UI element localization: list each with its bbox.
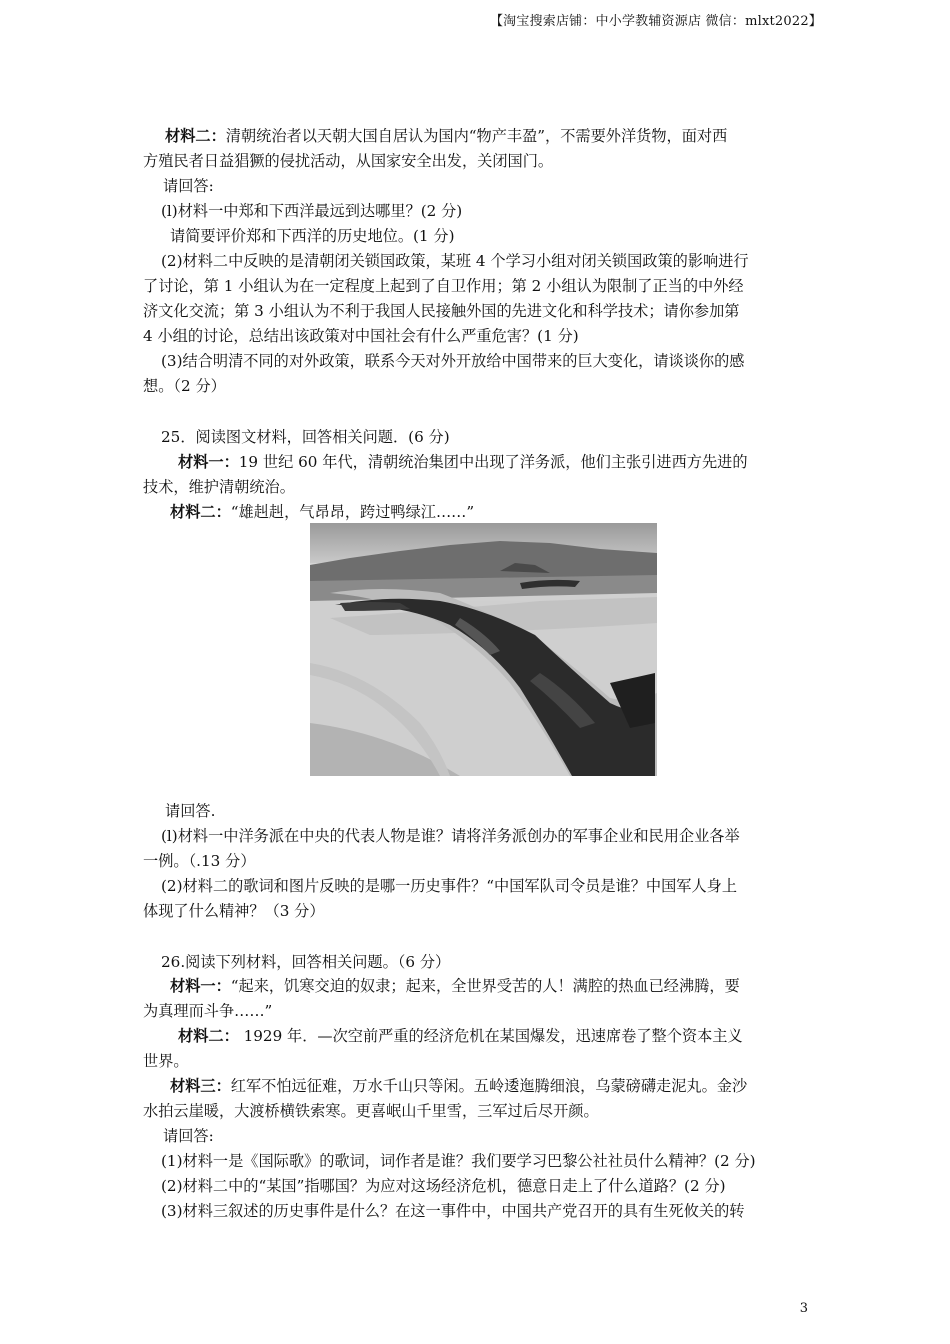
q25-answer-prompt: 请回答. <box>165 802 216 820</box>
q24-question-1a: (l)材料一中郑和下西洋最远到达哪里？(2 分) <box>161 202 463 220</box>
material-label: 材料二： <box>165 127 226 145</box>
page-number: 3 <box>799 1301 808 1316</box>
q24-material-2-line-2: 方殖民者日益猖獗的侵扰活动，从国家安全出发，关闭国门。 <box>143 152 554 170</box>
material-label: 材料三： <box>170 1077 231 1095</box>
q26-material-1-line-1: 材料一：“起来，饥寒交迫的奴隶；起来，全世界受苦的人！满腔的热血已经沸腾，要 <box>170 977 740 995</box>
q26-material-2-line-1: 材料二： 1929 年．—次空前严重的经济危机在某国爆发，迅速席卷了整个资本主义 <box>178 1027 743 1045</box>
q25-question-1-line-1: (l)材料一中洋务派在中央的代表人物是谁？请将洋务派创办的军事企业和民用企业各举 <box>161 827 740 845</box>
yalu-river-crossing-photo <box>310 523 657 776</box>
q25-material-1-line-1: 材料一：19 世纪 60 年代，清朝统治集团中出现了洋务派，他们主张引进西方先进的 <box>178 453 748 471</box>
q26-material-3-line-2: 水拍云崖暖，大渡桥横铁索寒。更喜岷山千里雪，三军过后尽开颜。 <box>143 1102 599 1120</box>
q24-question-2-line-3: 济文化交流；第 3 小组认为不利于我国人民接触外国的先进文化和科学技术；请你参加第 <box>143 302 740 320</box>
material-label: 材料二： <box>178 1027 239 1045</box>
q25-material-1-line-2: 技术，维护清朝统治。 <box>143 478 295 496</box>
q24-material-2-line-1: 材料二：清朝统治者以天朝大国自居认为国内“物产丰盈”，不需要外洋货物，面对西 <box>165 127 728 145</box>
q25-question-1-line-2: 一例。（.13 分） <box>143 852 256 870</box>
q26-material-2-line-2: 世界。 <box>143 1052 189 1070</box>
q26-material-1-line-2: 为真理而斗争……” <box>143 1002 273 1020</box>
q24-question-1b: 请简要评价郑和下西洋的历史地位。(1 分) <box>170 227 455 245</box>
q24-question-2-line-1: (2)材料二中反映的是清朝闭关锁国政策，某班 4 个学习小组对闭关锁国政策的影响进行 <box>161 252 749 270</box>
q24-answer-prompt: 请回答: <box>163 177 214 195</box>
q25-title: 25．阅读图文材料，回答相关问题．(6 分) <box>161 428 450 446</box>
q25-question-2-line-1: (2)材料二的歌词和图片反映的是哪一历史事件？“中国军队司令员是谁？中国军人身上 <box>161 877 738 895</box>
q24-question-3-line-1: (3)结合明清不同的对外政策，联系今天对外开放给中国带来的巨大变化，请谈谈你的感 <box>161 352 745 370</box>
q25-question-2-line-2: 体现了什么精神？（3 分） <box>143 902 325 920</box>
q24-question-2-line-4: 4 小组的讨论，总结出该政策对中国社会有什么严重危害？(1 分) <box>143 327 579 345</box>
q25-material-2: 材料二：“雄赳赳，气昂昂，跨过鸭绿江……” <box>170 503 475 521</box>
q26-title: 26.阅读下列材料，回答相关问题。（6 分） <box>161 953 451 971</box>
q26-question-1: (1)材料一是《国际歌》的歌词，词作者是谁？我们要学习巴黎公社社员什么精神？(2 分) <box>161 1152 756 1170</box>
material-label: 材料一： <box>178 453 239 471</box>
q26-question-3: (3)材料三叙述的历史事件是什么？在这一事件中，中国共产党召开的具有生死攸关的转 <box>161 1202 745 1220</box>
page-header: 【淘宝搜索店铺：中小学教辅资源店 微信：mlxt2022】 <box>489 14 822 29</box>
q26-question-2: (2)材料二中的“某国”指哪国？为应对这场经济危机，德意日走上了什么道路？(2 分) <box>161 1177 726 1195</box>
q24-question-2-line-2: 了讨论，第 1 小组认为在一定程度上起到了自卫作用；第 2 小组认为限制了正当的中外经 <box>143 277 744 295</box>
q26-answer-prompt: 请回答: <box>163 1127 214 1145</box>
material-label: 材料一： <box>170 977 231 995</box>
material-label: 材料二： <box>170 503 231 521</box>
q26-material-3-line-1: 材料三：红军不怕远征难，万水千山只等闲。五岭逶迤腾细浪，乌蒙磅礴走泥丸。金沙 <box>170 1077 748 1095</box>
q24-question-3-line-2: 想。（2 分） <box>143 377 226 395</box>
